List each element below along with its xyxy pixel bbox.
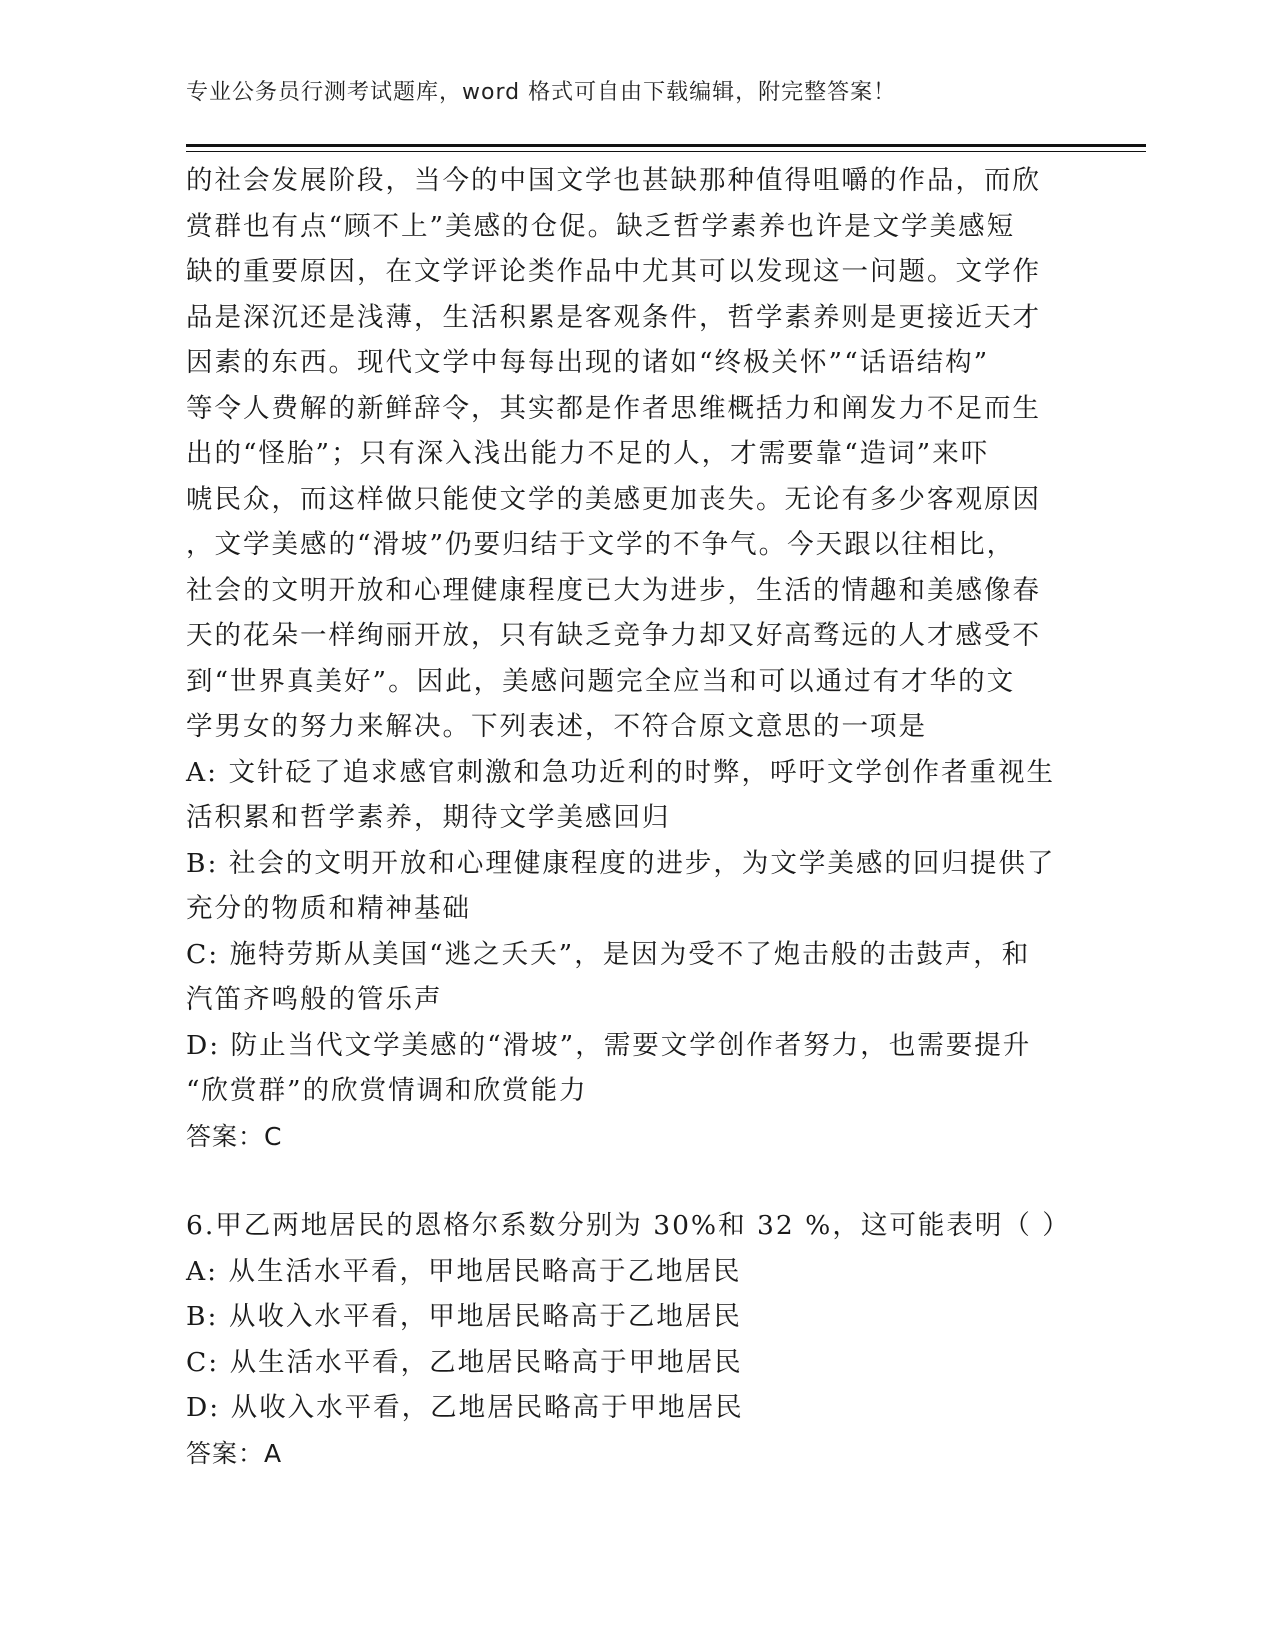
page-header: 专业公务员行测考试题库，word 格式可自由下载编辑，附完整答案！: [186, 80, 897, 105]
question-6-stem: 6.甲乙两地居民的恩格尔系数分别为 30%和 32 %，这可能表明（ ）: [186, 1210, 1071, 1241]
option-c: [186, 932, 1086, 1023]
option-line: D: 防止当代文学美感的“滑坡”，需要文学创作者努力，也需要提升: [186, 1029, 1032, 1061]
passage-line: 缺的重要原因，在文学评论类作品中尤其可以发现这一问题。文学作: [186, 256, 1041, 287]
option-b: [186, 841, 1086, 932]
option-line: 充分的物质和精神基础: [186, 893, 471, 924]
option-b: B: 从收入水平看，甲地居民略高于乙地居民: [186, 1301, 742, 1332]
passage-line: 出的“怪胎”；只有深入浅出能力不足的人，才需要靠“造词”来吓: [186, 438, 990, 469]
passage-line: 天的花朵一样绚丽开放，只有缺乏竞争力却又好高骛远的人才感受不: [186, 620, 1041, 651]
header-rule-thick: [186, 144, 1146, 147]
option-line: 汽笛齐鸣般的管乐声: [186, 984, 443, 1015]
question-6: [186, 1203, 1086, 1431]
passage-line: 到“世界真美好”。因此，美感问题完全应当和可以通过有才华的文: [186, 665, 1016, 697]
option-line: “欣赏群”的欣赏情调和欣赏能力: [186, 1075, 588, 1106]
passage: [186, 158, 1086, 750]
answer-5: 答案：C: [186, 1121, 283, 1151]
option-line: 活积累和哲学素养，期待文学美感回归: [186, 802, 671, 833]
option-line: C: 施特劳斯从美国“逃之夭夭”，是因为受不了炮击般的击鼓声，和: [186, 938, 1031, 970]
question-5-options: [186, 750, 1086, 1114]
option-line: A: 文针砭了追求感官刺激和急功近利的时弊，呼吁文学创作者重视生: [186, 756, 1055, 788]
header-rule-thin: [186, 151, 1146, 152]
option-line: B: 社会的文明开放和心理健康程度的进步，为文学美感的回归提供了: [186, 847, 1056, 879]
question-spacer: [186, 1159, 1086, 1203]
passage-line: 因素的东西。现代文学中每每出现的诸如“终极关怀”“话语结构”: [186, 347, 990, 378]
passage-line: 唬民众，而这样做只能使文学的美感更加丧失。无论有多少客观原因: [186, 483, 1041, 515]
passage-line: 等令人费解的新鲜辞令，其实都是作者思维概括力和阐发力不足而生: [186, 392, 1041, 424]
option-d: D: 从收入水平看，乙地居民略高于甲地居民: [186, 1392, 744, 1423]
passage-line: ，文学美感的“滑坡”仍要归结于文学的不争气。今天跟以往相比，: [186, 529, 1016, 560]
passage-line: 学男女的努力来解决。下列表述，不符合原文意思的一项是: [186, 711, 927, 742]
answer-6: 答案：A: [186, 1438, 283, 1468]
option-d: [186, 1023, 1086, 1114]
passage-line: 的社会发展阶段，当今的中国文学也甚缺那种值得咀嚼的作品，而欣: [186, 165, 1041, 196]
option-c: C: 从生活水平看，乙地居民略高于甲地居民: [186, 1346, 743, 1378]
passage-line: 社会的文明开放和心理健康程度已大为进步，生活的情趣和美感像春: [186, 574, 1041, 606]
passage-line: 品是深沉还是浅薄，生活积累是客观条件，哲学素养则是更接近天才: [186, 301, 1041, 333]
passage-line: 赏群也有点“顾不上”美感的仓促。缺乏哲学素养也许是文学美感短: [186, 210, 1016, 242]
option-a: A: 从生活水平看，甲地居民略高于乙地居民: [186, 1255, 742, 1287]
option-a: [186, 750, 1086, 841]
document-body: [186, 158, 1086, 1476]
